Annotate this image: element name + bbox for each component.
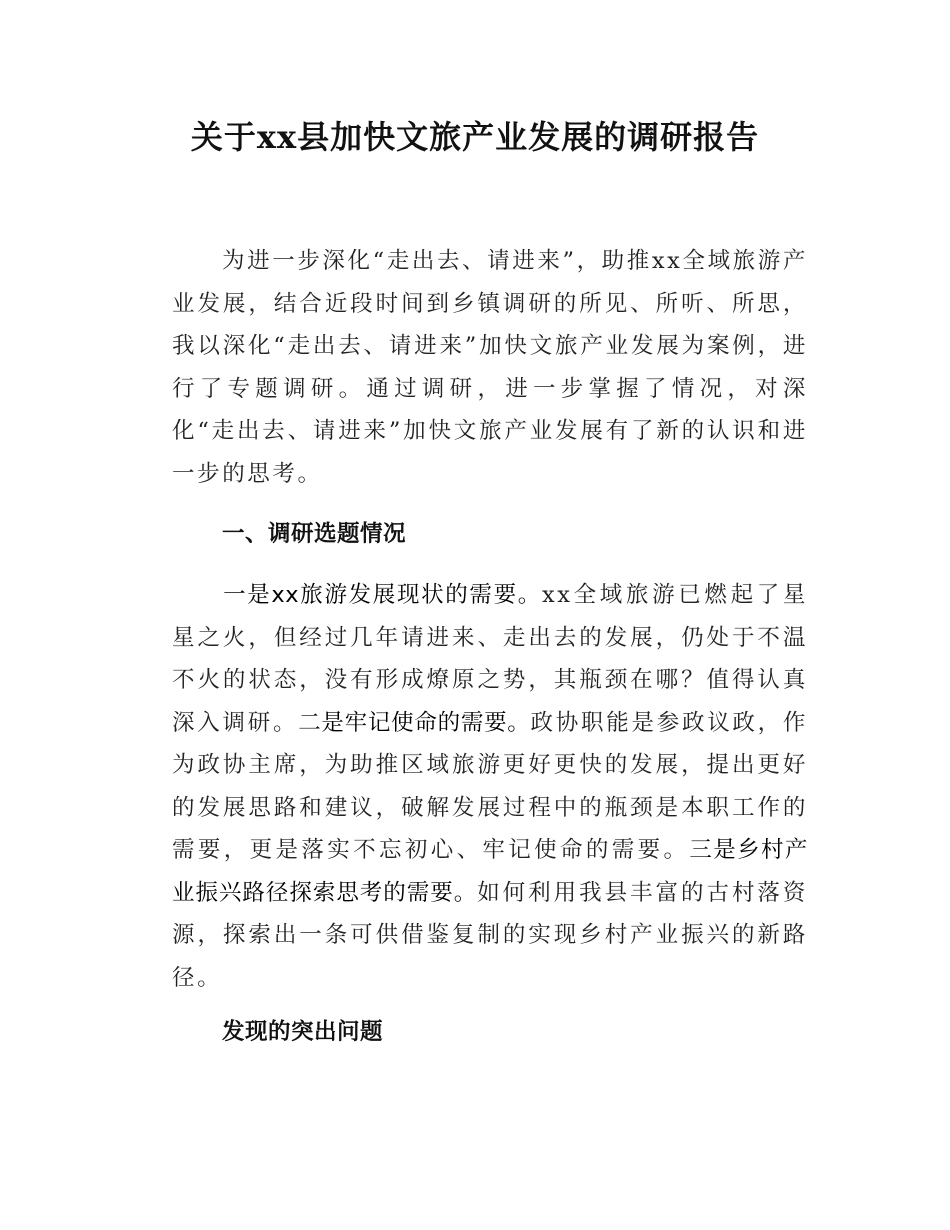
section-heading-problems: 发现的突出问题 — [222, 1019, 384, 1045]
point1-lead: 一是xx旅游发展现状的需要。 — [222, 582, 542, 608]
point2-lead: 二是牢记使命的需要。 — [298, 709, 531, 736]
section1-paragraph — [172, 574, 808, 999]
point1-text: xx全域旅游已燃起了星星之火，但经过几年请进来、走出去的发展，仍处于不温不火的状态，没有形成燎原之势，其瓶颈在哪？值得认真深入调研。 — [172, 582, 808, 736]
point2-text: 政协职能是参政议政，作为政协主席，为助推区域旅游更好更快的发展，提出更好的发展思路和建议，破解发展过程中的瓶颈是本职工作的需要，更是落实不忘初心、牢记使命的需要。 — [172, 709, 808, 863]
point3-text: 如何利用我县丰富的古村落资源，探索出一条可供借鉴复制的实现乡村产业振兴的新路径。 — [172, 879, 808, 991]
point3-lead: 三是乡村产业振兴路径探索思考的需要。 — [172, 837, 808, 906]
intro-paragraph-text: 为进一步深化“走出去、请进来”，助推xx全域旅游产业发展，结合近段时间到乡镇调研的所见、所听、所思，我以深化“走出去、请进来”加快文旅产业发展为案例，进行了专题调研。通过调研，进一步掌握了情况，对深化“走出去、请进来”加快文旅产业发展有了新的认识和进一步的思考。 — [172, 248, 808, 487]
document-title: 关于xx县加快文旅产业发展的调研报告 — [190, 118, 760, 156]
intro-paragraph — [172, 240, 808, 495]
section-heading-research-topic: 一、调研选题情况 — [222, 521, 407, 547]
